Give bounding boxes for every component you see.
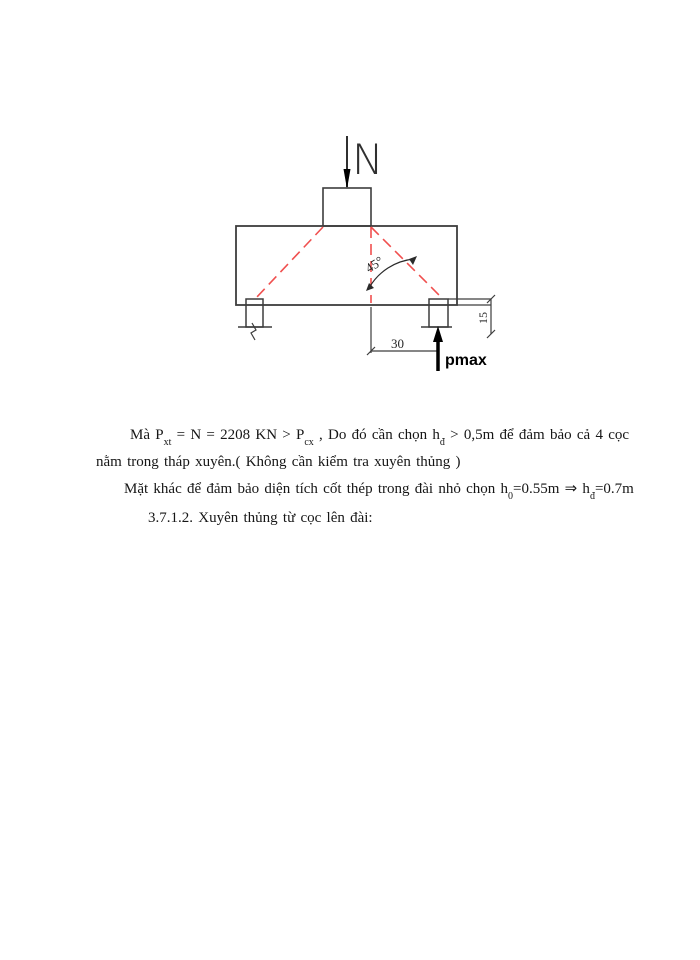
p1-subscript-cx: cx	[304, 437, 314, 448]
paragraph-note: nằm trong tháp xuyên.( Không cần kiểm tra xuyên thủng )	[96, 454, 461, 470]
paragraph-choose-height	[124, 480, 634, 502]
pile-cap-diagram	[0, 0, 700, 400]
p3-text: Mặt khác để đảm bảo diện tích cốt thép trong đài nhỏ chọn h	[124, 481, 508, 497]
p3-text: =0.55m ⇒ h	[512, 481, 590, 497]
left-pile-outline	[246, 299, 263, 327]
left-pile-break-mark	[251, 323, 256, 340]
p1-text: , Do đó cần chọn h	[313, 427, 440, 443]
p1-subscript-d: đ	[439, 437, 445, 448]
p3-text: =0.7m	[594, 481, 634, 497]
dim-15-label: 15	[476, 312, 490, 324]
p1-text: > 0,5m để đảm bảo cả 4 cọc	[444, 427, 630, 443]
p3-subscript-0: 0	[507, 491, 513, 502]
paragraph-check-result	[130, 426, 630, 448]
dim-30-label: 30	[391, 336, 404, 351]
punching-cone-left-line	[256, 227, 323, 298]
p3-subscript-d: đ	[589, 491, 595, 502]
section-heading: 3.7.1.2. Xuyên thủng từ cọc lên đài:	[148, 510, 373, 526]
p1-text: = N = 2208 KN > P	[171, 427, 305, 443]
right-pile-outline	[429, 299, 448, 327]
pmax-arrow-head	[433, 326, 443, 342]
angle-arc-arrow-top	[409, 256, 417, 265]
pile-cap-outline	[236, 226, 457, 305]
force-arrow-head	[344, 169, 351, 189]
pmax-label: pmax	[445, 352, 487, 369]
angle-label: 45°	[362, 253, 386, 276]
force-label: N	[352, 135, 384, 184]
p1-text: Mà P	[130, 427, 164, 443]
p1-subscript-xt: xt	[163, 437, 172, 448]
angle-arc-arrow-bottom	[366, 283, 374, 291]
column-outline	[323, 188, 371, 226]
